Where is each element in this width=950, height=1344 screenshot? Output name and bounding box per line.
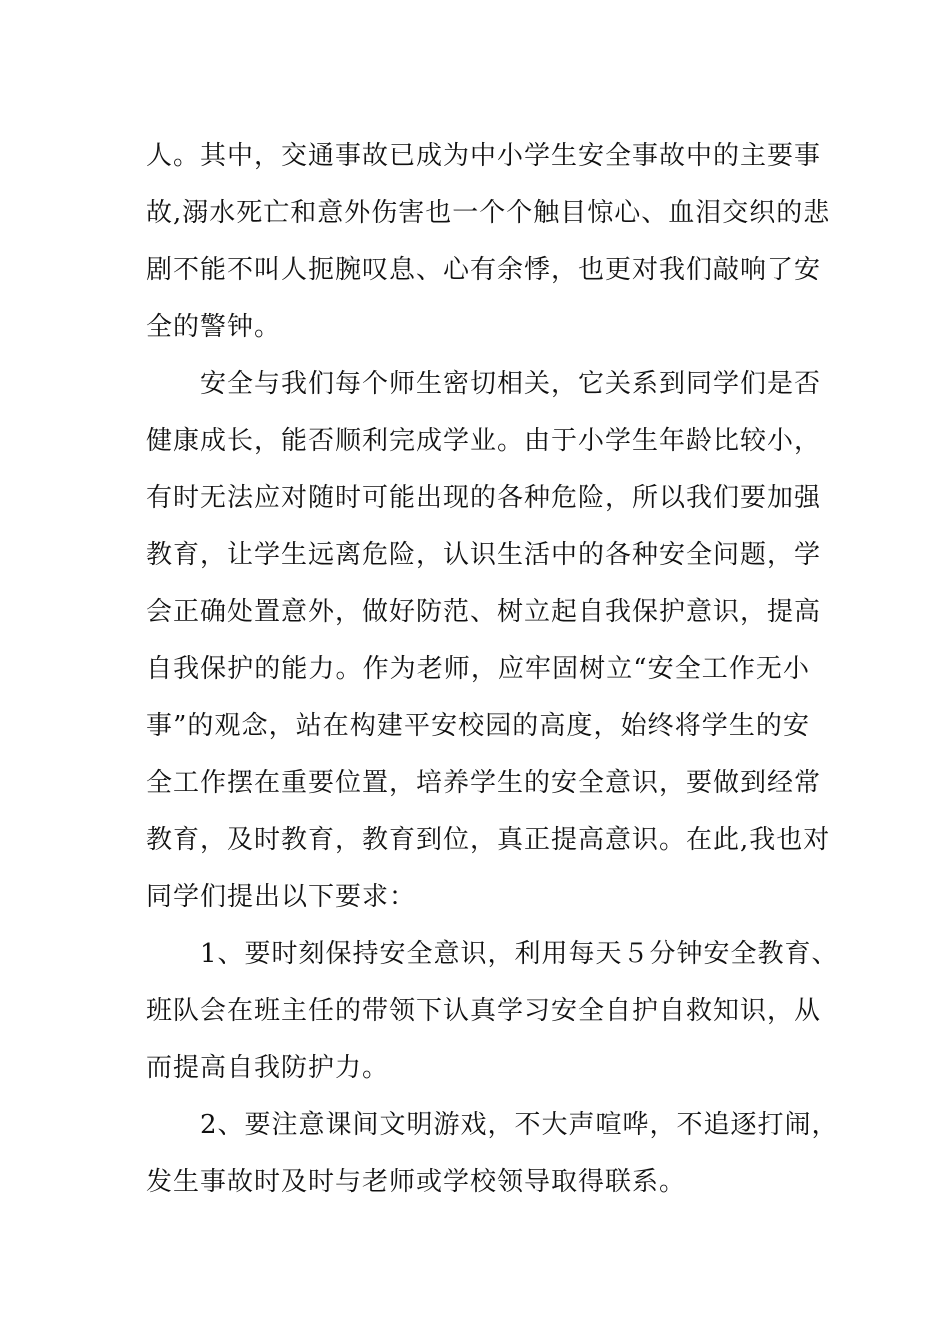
text-line: 事”的观念，站在构建平安校园的高度，始终将学生的安 <box>146 711 810 741</box>
list-item-first-line: 1、要时刻保持安全意识，利用每天５分钟安全教育、 <box>200 939 839 969</box>
text-line: 全的警钟。 <box>146 312 282 342</box>
body-text <box>146 128 839 1211</box>
text-line: 教育，及时教育，教育到位，真正提高意识。在此,我也对 <box>146 825 831 855</box>
text-line: 故,溺水死亡和意外伤害也一个个触目惊心、血泪交织的悲 <box>146 198 831 228</box>
text-line: 同学们提出以下要求： <box>146 882 417 912</box>
text-line: 自我保护的能力。作为老师，应牢固树立“安全工作无小 <box>146 654 810 684</box>
text-line: 有时无法应对随时可能出现的各种危险，所以我们要加强 <box>146 483 822 513</box>
text-line: 人。其中，交通事故已成为中小学生安全事故中的主要事 <box>146 141 822 171</box>
text-line: 全工作摆在重要位置，培养学生的安全意识，要做到经常 <box>146 768 822 798</box>
paragraph-first-line: 安全与我们每个师生密切相关，它关系到同学们是否 <box>200 369 822 399</box>
text-line: 会正确处置意外，做好防范、树立起自我保护意识，提高 <box>146 597 822 627</box>
text-line: 班队会在班主任的带领下认真学习安全自护自救知识，从 <box>146 996 822 1026</box>
list-item-first-line: 2、要注意课间文明游戏，不大声喧哗，不追逐打闹， <box>200 1110 839 1140</box>
text-line: 而提高自我防护力。 <box>146 1053 390 1083</box>
text-line: 教育，让学生远离危险，认识生活中的各种安全问题，学 <box>146 540 822 570</box>
text-line: 发生事故时及时与老师或学校领导取得联系。 <box>146 1167 687 1197</box>
text-line: 健康成长，能否顺利完成学业。由于小学生年龄比较小， <box>146 426 822 456</box>
text-line: 剧不能不叫人扼腕叹息、心有余悸，也更对我们敲响了安 <box>146 255 822 285</box>
